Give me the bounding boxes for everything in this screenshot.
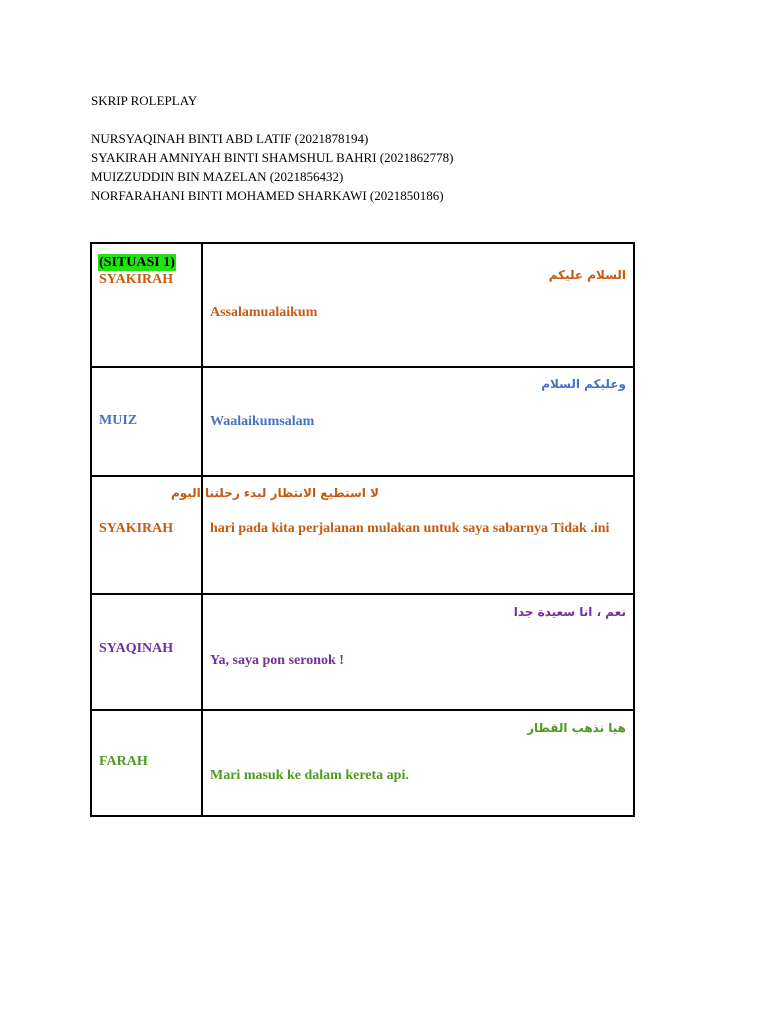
arabic-line: السلام عليكم bbox=[548, 268, 626, 282]
dialogue-cell bbox=[202, 243, 634, 367]
speaker-name: SYAQINAH bbox=[99, 641, 174, 656]
member-list bbox=[91, 129, 453, 205]
roleplay-script-table bbox=[90, 242, 635, 817]
speaker-cell bbox=[91, 710, 202, 816]
speaker-name: SYAKIRAH bbox=[99, 272, 174, 287]
malay-line: Mari masuk ke dalam kereta api. bbox=[210, 768, 409, 783]
speaker-name: FARAH bbox=[99, 754, 148, 769]
dialogue-cell bbox=[202, 710, 634, 816]
speaker-cell bbox=[91, 594, 202, 710]
dialogue-cell bbox=[202, 594, 634, 710]
arabic-line: وعليكم السلام bbox=[541, 377, 626, 391]
member-item: SYAKIRAH AMNIYAH BINTI SHAMSHUL BAHRI (2021862778) bbox=[91, 150, 454, 165]
arabic-line: لا استطيع الانتظار لبدء رحلتنا اليوم bbox=[170, 486, 379, 500]
speaker-name: SYAKIRAH bbox=[99, 521, 174, 536]
arabic-line: نعم ، انا سعيدة جدا bbox=[513, 605, 626, 619]
script-row bbox=[91, 594, 634, 710]
script-row bbox=[91, 243, 634, 367]
member-item: NORFARAHANI BINTI MOHAMED SHARKAWI (2021850186) bbox=[91, 188, 444, 203]
malay-line: Assalamualaikum bbox=[210, 305, 318, 320]
situation-label: (SITUASI 1) bbox=[99, 255, 175, 270]
dialogue-cell bbox=[202, 367, 634, 476]
dialogue-cell bbox=[170, 476, 634, 594]
speaker-cell bbox=[91, 367, 202, 476]
script-row bbox=[91, 476, 634, 594]
arabic-line: هيا نذهب القطار bbox=[527, 721, 626, 735]
script-row bbox=[91, 367, 634, 476]
page-title: SKRIP ROLEPLAY bbox=[91, 93, 198, 108]
malay-line: Ya, saya pon seronok ! bbox=[210, 653, 344, 668]
malay-line: hari pada kita perjalanan mulakan untuk saya sabarnya Tidak .ini bbox=[210, 521, 610, 536]
member-item: MUIZZUDDIN BIN MAZELAN (2021856432) bbox=[91, 169, 344, 184]
malay-line: Waalaikumsalam bbox=[210, 414, 315, 429]
member-item: NURSYAQINAH BINTI ABD LATIF (2021878194) bbox=[91, 131, 369, 146]
script-row bbox=[91, 710, 634, 816]
speaker-cell bbox=[91, 243, 202, 367]
speaker-name: MUIZ bbox=[99, 413, 138, 428]
